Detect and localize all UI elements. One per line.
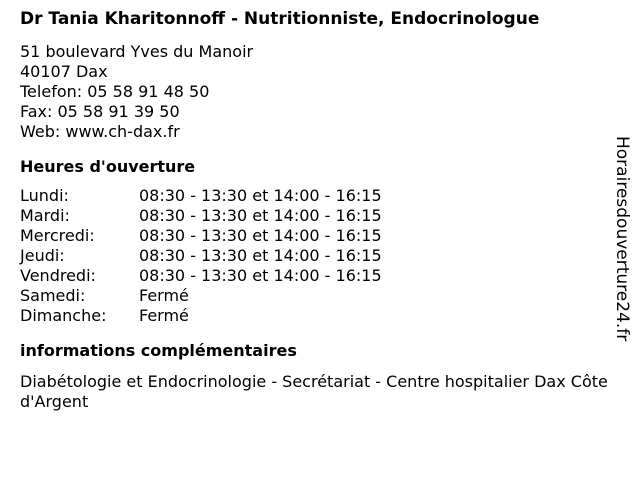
hours-row-tuesday [20,206,616,226]
hours-row-thursday [20,246,616,266]
hours-row-monday [20,186,616,206]
address-street: 51 boulevard Yves du Manoir [20,42,254,61]
address-city: 40107 Dax [20,62,108,81]
listing-content [20,9,616,412]
hours-day: Mercredi: [20,226,95,245]
hours-time: 08:30 - 13:30 et 14:00 - 16:15 [139,186,382,205]
website-link[interactable]: Web: www.ch-dax.fr [20,122,180,141]
hours-row-wednesday [20,226,616,246]
page-title: Dr Tania Kharitonnoff - Nutritionniste, Endocrinologue [20,9,540,29]
brand-watermark: Horairesdouverture24.fr [612,136,632,342]
hours-time: Fermé [139,286,189,305]
hours-day: Dimanche: [20,306,107,325]
hours-row-friday [20,266,616,286]
phone-number: Telefon: 05 58 91 48 50 [20,82,210,101]
hours-time: 08:30 - 13:30 et 14:00 - 16:15 [139,266,382,285]
fax-number: Fax: 05 58 91 39 50 [20,102,180,121]
hours-day: Lundi: [20,186,69,205]
hours-row-saturday [20,286,616,306]
opening-hours-table [20,186,616,326]
hours-heading: Heures d'ouverture [20,157,196,176]
hours-day: Mardi: [20,206,70,225]
hours-day: Vendredi: [20,266,96,285]
hours-time: 08:30 - 13:30 et 14:00 - 16:15 [139,246,382,265]
info-heading: informations complémentaires [20,341,297,360]
hours-day: Samedi: [20,286,86,305]
hours-time: 08:30 - 13:30 et 14:00 - 16:15 [139,206,382,225]
address-block [20,42,616,142]
hours-day: Jeudi: [20,246,65,265]
hours-time: Fermé [139,306,189,325]
info-description: Diabétologie et Endocrinologie - Secrétariat - Centre hospitalier Dax Côte d'Argent [20,372,608,411]
hours-time: 08:30 - 13:30 et 14:00 - 16:15 [139,226,382,245]
hours-row-sunday [20,306,616,326]
